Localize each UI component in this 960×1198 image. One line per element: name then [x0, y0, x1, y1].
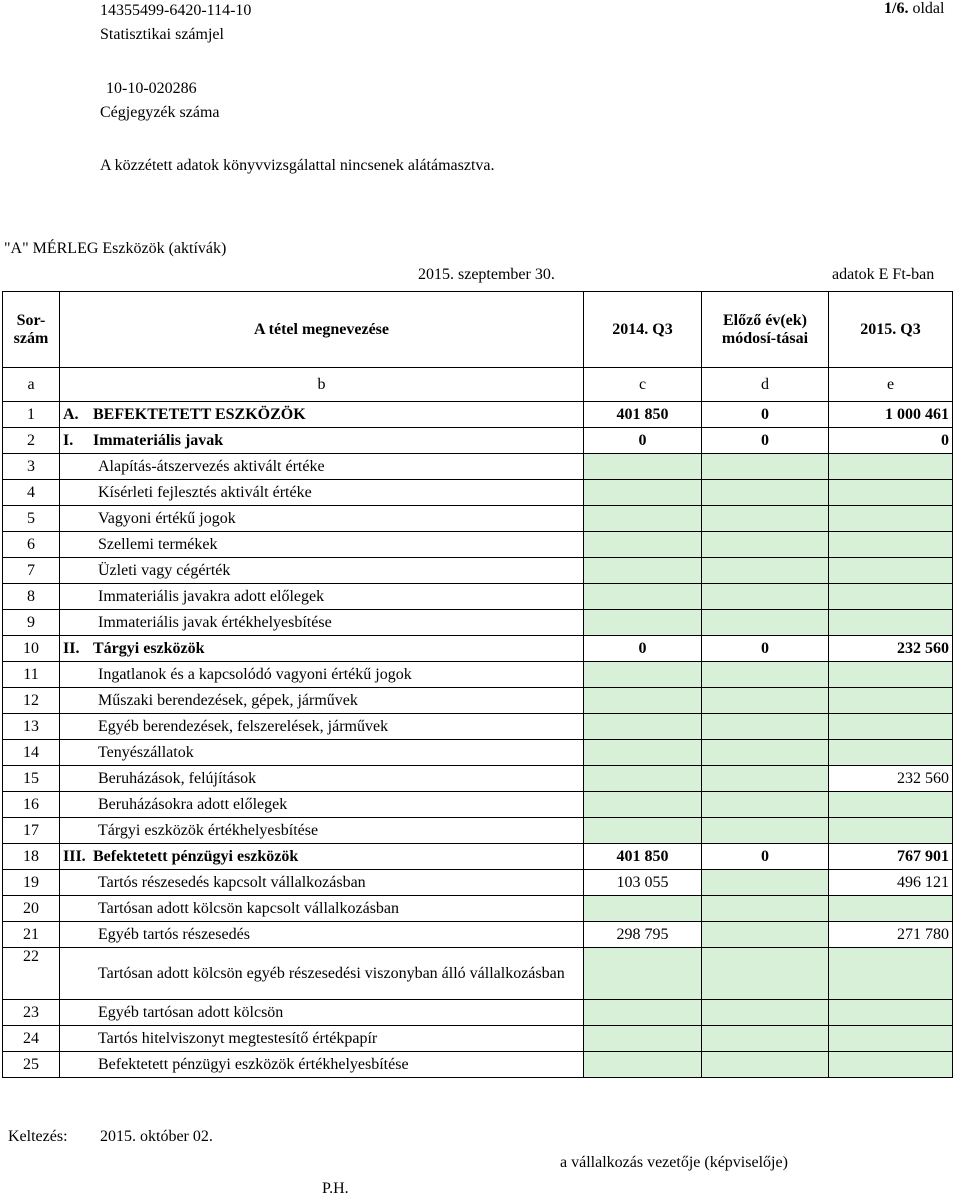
stat-label: Statisztikai számjel [100, 26, 224, 43]
row-number: 14 [3, 740, 60, 766]
row-label: Tartós részesedés kapcsolt vállalkozásban [98, 873, 366, 891]
value-d [702, 714, 829, 740]
row-label: Beruházásokra adott előlegek [98, 795, 288, 813]
letter-b: b [60, 368, 584, 402]
row-number: 4 [3, 480, 60, 506]
row-number: 19 [3, 870, 60, 896]
value-e [829, 896, 953, 922]
value-d [702, 740, 829, 766]
value-c [584, 766, 702, 792]
row-label: Kísérleti fejlesztés aktivált értéke [98, 483, 312, 501]
table-row [3, 584, 953, 610]
table-row [3, 740, 953, 766]
value-d: 0 [702, 636, 829, 662]
col-header-c: 2014. Q3 [584, 292, 702, 368]
value-d [702, 584, 829, 610]
audit-note: A közzétett adatok könyvvizsgálattal nincsenek alátámasztva. [100, 157, 495, 174]
row-label-cell [60, 896, 584, 922]
table-row [3, 558, 953, 584]
row-label-cell [60, 662, 584, 688]
value-e: 271 780 [829, 922, 953, 948]
row-label: Alapítás-átszervezés aktivált értéke [98, 457, 325, 475]
reg-number: 10-10-020286 [106, 80, 197, 97]
row-label: Immateriális javakra adott előlegek [98, 587, 325, 605]
col-header-name: A tétel megnevezése [60, 292, 584, 368]
value-d: 0 [702, 844, 829, 870]
row-label: Tartósan adott kölcsön egyéb részesedési viszonyban álló vállalkozásban [98, 964, 565, 982]
reg-label: Cégjegyzék száma [100, 104, 220, 121]
row-prefix: I. [63, 431, 74, 449]
value-d: 0 [702, 402, 829, 428]
value-e [829, 1026, 953, 1052]
value-e [829, 688, 953, 714]
table-row [3, 922, 953, 948]
value-e [829, 1052, 953, 1078]
row-label-cell [60, 610, 584, 636]
value-c [584, 1052, 702, 1078]
page-label: oldal [912, 0, 945, 17]
row-label-cell [60, 480, 584, 506]
value-e: 1 000 461 [829, 402, 953, 428]
row-number: 1 [3, 402, 60, 428]
value-c [584, 454, 702, 480]
value-d [702, 1000, 829, 1026]
table-row [3, 1000, 953, 1026]
value-c: 298 795 [584, 922, 702, 948]
value-d [702, 558, 829, 584]
balance-sheet-table [2, 291, 953, 1078]
row-label: Tenyészállatok [98, 743, 194, 761]
value-d [702, 1052, 829, 1078]
value-e: 0 [829, 428, 953, 454]
row-label: Tárgyi eszközök értékhelyesbítése [98, 821, 319, 839]
value-d [702, 818, 829, 844]
row-number: 13 [3, 714, 60, 740]
table-row [3, 870, 953, 896]
value-c: 0 [584, 636, 702, 662]
value-e [829, 948, 953, 1000]
value-e [829, 662, 953, 688]
value-d [702, 766, 829, 792]
value-d [702, 948, 829, 1000]
row-label-cell [60, 1052, 584, 1078]
table-row [3, 506, 953, 532]
row-label: Egyéb tartós részesedés [98, 925, 250, 943]
value-d [702, 662, 829, 688]
value-c [584, 688, 702, 714]
value-c [584, 532, 702, 558]
value-d: 0 [702, 428, 829, 454]
value-c [584, 584, 702, 610]
value-e [829, 818, 953, 844]
value-e [829, 584, 953, 610]
row-number: 9 [3, 610, 60, 636]
value-d [702, 1026, 829, 1052]
row-number: 24 [3, 1026, 60, 1052]
row-label-cell [60, 922, 584, 948]
row-label: Tartós hitelviszonyt megtestesítő értékpapír [98, 1029, 378, 1047]
value-d [702, 870, 829, 896]
table-row [3, 662, 953, 688]
row-label-cell [60, 1000, 584, 1026]
value-d [702, 896, 829, 922]
value-e [829, 558, 953, 584]
value-c [584, 948, 702, 1000]
value-c: 401 850 [584, 844, 702, 870]
value-c [584, 740, 702, 766]
row-label-cell [60, 766, 584, 792]
row-number: 8 [3, 584, 60, 610]
row-label-cell [60, 636, 584, 662]
row-number: 22 [3, 948, 60, 1000]
row-number: 2 [3, 428, 60, 454]
row-number: 3 [3, 454, 60, 480]
row-label: Egyéb berendezések, felszerelések, járművek [98, 717, 389, 735]
value-e [829, 610, 953, 636]
value-c: 0 [584, 428, 702, 454]
col-header-d: Előző év(ek) módosí-tásai [702, 292, 829, 368]
row-label: Vagyoni értékű jogok [98, 509, 236, 527]
value-e [829, 532, 953, 558]
table-row [3, 1026, 953, 1052]
row-label: Befektetett pénzügyi eszközök értékhelyesbítése [98, 1055, 409, 1073]
value-e [829, 1000, 953, 1026]
row-label-cell [60, 558, 584, 584]
unit-note: adatok E Ft-ban [832, 266, 935, 283]
value-d [702, 688, 829, 714]
page-indicator [884, 0, 944, 18]
row-label-cell [60, 532, 584, 558]
letter-d: d [702, 368, 829, 402]
table-row [3, 896, 953, 922]
value-c [584, 662, 702, 688]
row-label-cell [60, 402, 584, 428]
value-c [584, 506, 702, 532]
page-number: 1/6. [884, 0, 909, 17]
row-label-cell [60, 818, 584, 844]
value-c [584, 558, 702, 584]
value-e [829, 714, 953, 740]
row-number: 18 [3, 844, 60, 870]
row-number: 7 [3, 558, 60, 584]
row-label-cell [60, 1026, 584, 1052]
signature-label: a vállalkozás vezetője (képviselője) [560, 1154, 788, 1171]
row-label: Műszaki berendezések, gépek, járművek [98, 691, 358, 709]
value-e [829, 480, 953, 506]
ph-stamp-label: P.H. [322, 1180, 349, 1197]
row-label-cell [60, 948, 584, 1000]
row-number: 11 [3, 662, 60, 688]
row-label: Üzleti vagy cégérték [98, 561, 231, 579]
table-row [3, 948, 953, 1000]
value-e: 232 560 [829, 636, 953, 662]
row-label-cell [60, 844, 584, 870]
table-row [3, 844, 953, 870]
table-row [3, 818, 953, 844]
row-label: Immateriális javak [93, 431, 224, 449]
row-number: 16 [3, 792, 60, 818]
row-label-cell [60, 714, 584, 740]
row-prefix: II. [63, 639, 80, 657]
row-number: 25 [3, 1052, 60, 1078]
row-label: Beruházások, felújítások [98, 769, 257, 787]
value-c [584, 714, 702, 740]
row-number: 17 [3, 818, 60, 844]
letter-e: e [829, 368, 953, 402]
table-row [3, 402, 953, 428]
row-label-cell [60, 740, 584, 766]
row-number: 23 [3, 1000, 60, 1026]
row-number: 12 [3, 688, 60, 714]
header-row [3, 292, 953, 368]
value-c: 401 850 [584, 402, 702, 428]
value-c [584, 896, 702, 922]
row-label-cell [60, 870, 584, 896]
value-c: 103 055 [584, 870, 702, 896]
value-c [584, 480, 702, 506]
row-number: 15 [3, 766, 60, 792]
report-date: 2015. szeptember 30. [418, 266, 555, 283]
value-e: 767 901 [829, 844, 953, 870]
table-row [3, 636, 953, 662]
value-d [702, 922, 829, 948]
row-number: 20 [3, 896, 60, 922]
row-label: Immateriális javak értékhelyesbítése [98, 613, 332, 631]
row-number: 5 [3, 506, 60, 532]
table-row [3, 1052, 953, 1078]
row-label: Tárgyi eszközök [93, 639, 205, 657]
row-number: 10 [3, 636, 60, 662]
row-label: Egyéb tartósan adott kölcsön [98, 1003, 284, 1021]
row-prefix: III. [63, 847, 86, 865]
table-row [3, 688, 953, 714]
letter-row [3, 368, 953, 402]
letter-a: a [3, 368, 60, 402]
value-e [829, 454, 953, 480]
row-prefix: A. [63, 405, 79, 423]
table-row [3, 792, 953, 818]
value-e [829, 506, 953, 532]
value-e: 232 560 [829, 766, 953, 792]
balance-title: "A" MÉRLEG Eszközök (aktívák) [4, 240, 227, 257]
row-label: Szellemi termékek [98, 535, 218, 553]
row-label-cell [60, 428, 584, 454]
row-label: Ingatlanok és a kapcsolódó vagyoni értékű jogok [98, 665, 412, 683]
value-d [702, 610, 829, 636]
value-c [584, 1026, 702, 1052]
value-d [702, 532, 829, 558]
value-d [702, 506, 829, 532]
value-c [584, 818, 702, 844]
table-row [3, 480, 953, 506]
table-row [3, 532, 953, 558]
row-label-cell [60, 454, 584, 480]
row-label: Befektetett pénzügyi eszközök [93, 847, 299, 865]
value-c [584, 610, 702, 636]
table-row [3, 714, 953, 740]
value-e [829, 740, 953, 766]
value-e: 496 121 [829, 870, 953, 896]
stat-number: 14355499-6420-114-10 [100, 2, 252, 19]
value-d [702, 480, 829, 506]
value-d [702, 454, 829, 480]
date-label: Keltezés: [8, 1128, 68, 1145]
table-row [3, 766, 953, 792]
row-label-cell [60, 792, 584, 818]
row-label-cell [60, 506, 584, 532]
row-label: BEFEKTETETT ESZKÖZÖK [93, 405, 306, 423]
table-row [3, 610, 953, 636]
row-number: 21 [3, 922, 60, 948]
value-c [584, 1000, 702, 1026]
row-label: Tartósan adott kölcsön kapcsolt vállalkozásban [98, 899, 400, 917]
table-row [3, 454, 953, 480]
row-label-cell [60, 584, 584, 610]
table-row [3, 428, 953, 454]
value-c [584, 792, 702, 818]
value-d [702, 792, 829, 818]
row-number: 6 [3, 532, 60, 558]
value-e [829, 792, 953, 818]
letter-c: c [584, 368, 702, 402]
col-header-sor: Sor- szám [3, 292, 60, 368]
date-value: 2015. október 02. [100, 1128, 213, 1145]
row-label-cell [60, 688, 584, 714]
col-header-e: 2015. Q3 [829, 292, 953, 368]
